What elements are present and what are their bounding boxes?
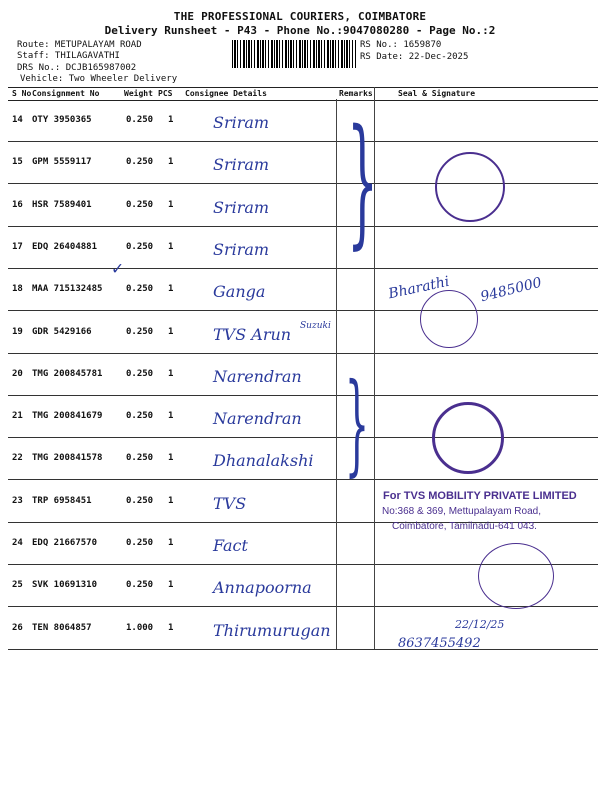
weight-cell: 0.250: [126, 495, 154, 506]
handwritten-phone: 8637455492: [398, 636, 481, 651]
table-row: [8, 437, 598, 480]
consignment-cell: OTY 3950365: [32, 115, 92, 125]
col-consignee: Consignee Details: [185, 89, 267, 98]
pcs-cell: 1: [168, 622, 174, 633]
weight-cell: 0.250: [126, 368, 154, 379]
consignment-cell: EDQ 26404881: [32, 241, 98, 252]
consignee-signature: Sriram: [213, 239, 270, 259]
consignment-cell: GDR 5429166: [32, 326, 92, 337]
staff-label: Staff: THILAGAVATHI: [17, 51, 120, 61]
consignee-signature: Narendran: [213, 366, 302, 386]
drs-label: DRS No.: DCJB165987002: [17, 63, 137, 73]
consignee-signature: TVS Arun: [213, 324, 292, 344]
consignment-cell: SVK 10691310: [32, 580, 98, 591]
handwritten-phone: 9485000: [478, 274, 544, 306]
consignment-cell: TMG 200841578: [32, 453, 103, 464]
weight-cell: 0.250: [126, 115, 154, 125]
weight-cell: 0.250: [126, 326, 154, 337]
weight-cell: 0.250: [126, 453, 154, 464]
stamp-address: No:368 & 369, Mettupalayam Road,: [382, 506, 541, 517]
consignment-cell: EDQ 21667570: [32, 538, 98, 548]
barcode: [232, 40, 356, 68]
rs-number: RS No.: 1659870: [360, 40, 442, 50]
runsheet-subtitle: Delivery Runsheet - P43 - Phone No.:9047080280 - Page No.:2: [104, 24, 496, 37]
suzuki-note: Suzuki: [300, 321, 331, 331]
sno-cell: 24: [12, 538, 23, 548]
col-remarks: Remarks: [339, 89, 373, 98]
brace-mark: }: [344, 359, 370, 487]
pcs-cell: 1: [168, 538, 174, 548]
table-row: [8, 141, 598, 184]
seal-stamp: [432, 402, 504, 474]
weight-cell: 0.250: [126, 284, 154, 295]
weight-cell: 1.000: [126, 622, 154, 633]
pcs-cell: 1: [168, 157, 174, 168]
company-title: THE PROFESSIONAL COURIERS, COIMBATORE: [173, 10, 427, 23]
seal-stamp: [478, 543, 554, 609]
brace-mark: }: [346, 100, 379, 263]
rs-date: RS Date: 22-Dec-2025: [360, 52, 469, 62]
col-seal: Seal & Signature: [398, 89, 476, 98]
consignment-cell: TRP 6958451: [32, 495, 92, 506]
consignment-cell: TMG 200841679: [32, 411, 103, 422]
consignee-signature: Sriram: [213, 155, 270, 175]
consignee-signature: Ganga: [213, 282, 266, 302]
pcs-cell: 1: [168, 241, 174, 252]
pcs-cell: 1: [168, 453, 174, 464]
consignee-signature: Annapoorna: [213, 578, 312, 598]
col-consignment: Consignment No: [32, 89, 100, 98]
sno-cell: 15: [12, 157, 23, 168]
pcs-cell: 1: [168, 284, 174, 295]
weight-cell: 0.250: [126, 411, 154, 422]
consignment-cell: TEN 8064857: [32, 622, 92, 633]
table-row: [8, 395, 598, 438]
table-row: [8, 226, 598, 269]
sno-cell: 26: [12, 622, 23, 633]
consignment-cell: MAA 715132485: [32, 284, 103, 295]
weight-cell: 0.250: [126, 538, 154, 548]
col-sno: S No: [12, 89, 32, 98]
consignment-cell: HSR 7589401: [32, 199, 92, 210]
pcs-cell: 1: [168, 326, 174, 337]
consignee-signature: Sriram: [213, 197, 270, 217]
sno-cell: 14: [12, 115, 23, 125]
route-label: Route: METUPALAYAM ROAD: [17, 40, 142, 50]
sno-cell: 19: [12, 326, 23, 337]
col-pcs: PCS: [158, 89, 173, 98]
seal-stamp: [435, 152, 505, 222]
table-row: [8, 607, 598, 650]
sno-cell: 21: [12, 411, 23, 422]
sno-cell: 18: [12, 284, 23, 295]
consignment-cell: GPM 5559117: [32, 157, 92, 168]
sno-cell: 16: [12, 199, 23, 210]
weight-cell: 0.250: [126, 580, 154, 591]
seal-stamp: [420, 290, 478, 348]
col-weight: Weight: [124, 89, 153, 98]
sno-cell: 17: [12, 241, 23, 252]
consignee-signature: Dhanalakshi: [213, 451, 314, 471]
consignee-signature: Fact: [213, 536, 248, 555]
weight-cell: 0.250: [126, 157, 154, 168]
consignment-cell: TMG 200845781: [32, 368, 103, 379]
weight-cell: 0.250: [126, 241, 154, 252]
pcs-cell: 1: [168, 199, 174, 210]
pcs-cell: 1: [168, 580, 174, 591]
stamp-city: Coimbatore, Tamilnadu-641 043.: [392, 521, 537, 532]
pcs-cell: 1: [168, 495, 174, 506]
handwritten-date: 22/12/25: [455, 618, 505, 631]
check-mark: ✓: [112, 258, 123, 279]
table-row: [8, 311, 598, 354]
pcs-cell: 1: [168, 411, 174, 422]
vehicle-label: Vehicle: Two Wheeler Delivery: [20, 74, 178, 84]
pcs-cell: 1: [168, 115, 174, 125]
consignee-signature: TVS: [213, 493, 247, 513]
consignee-signature: Sriram: [213, 113, 270, 132]
sno-cell: 22: [12, 453, 23, 464]
table-row: [8, 353, 598, 396]
table-divider: [336, 99, 337, 649]
sno-cell: 23: [12, 495, 23, 506]
sno-cell: 20: [12, 368, 23, 379]
consignee-signature: Narendran: [213, 409, 302, 429]
weight-cell: 0.250: [126, 199, 154, 210]
signature-bharathi: Bharathi: [387, 273, 451, 303]
stamp-company: For TVS MOBILITY PRIVATE LIMITED: [383, 490, 577, 502]
sno-cell: 25: [12, 580, 23, 591]
pcs-cell: 1: [168, 368, 174, 379]
table-row: [8, 184, 598, 227]
consignee-signature: Thirumurugan: [213, 620, 331, 640]
table-row: [8, 99, 598, 142]
